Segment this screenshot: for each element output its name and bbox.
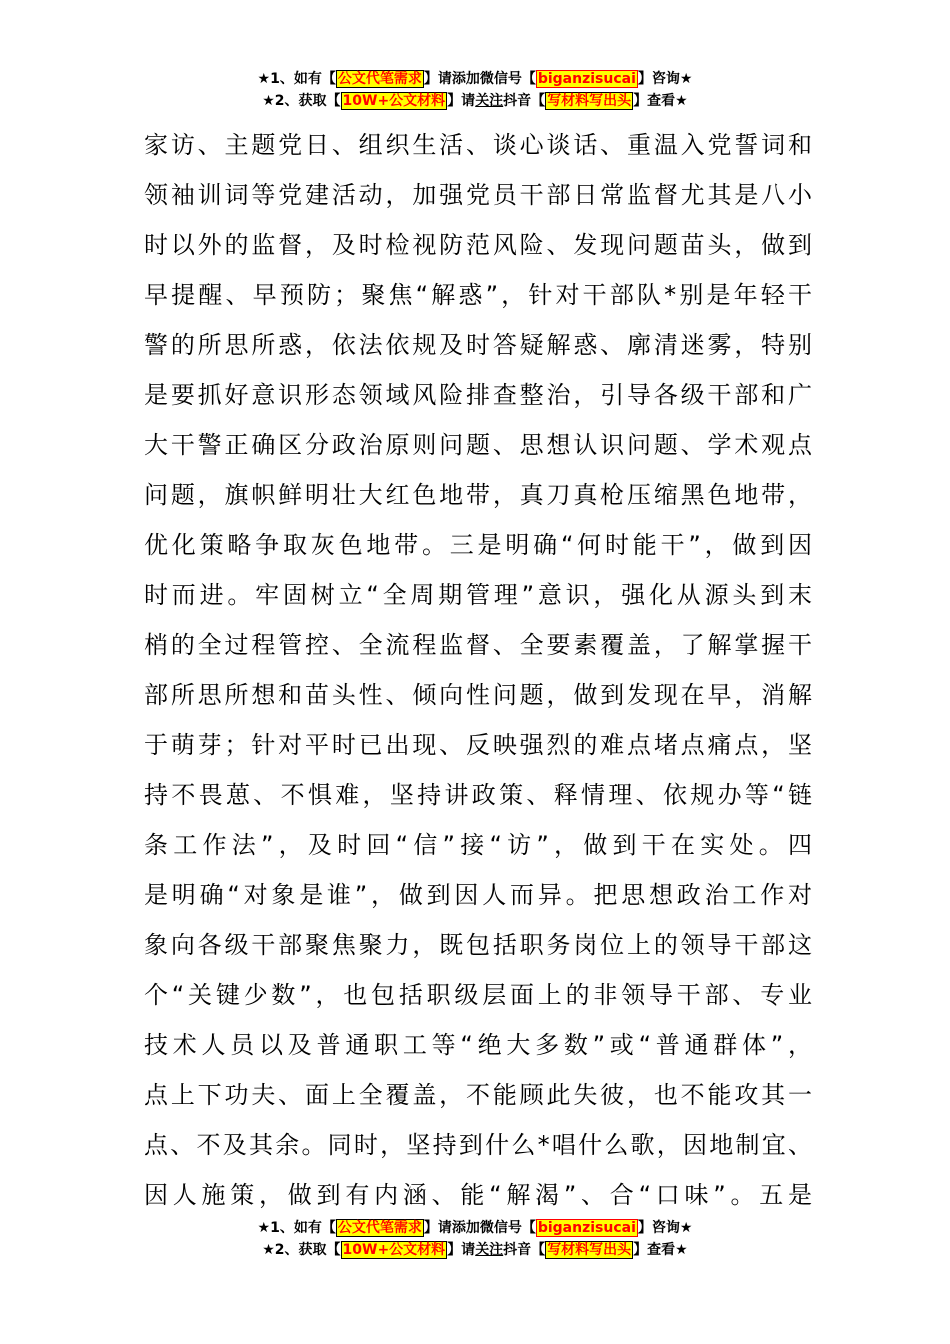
body-line: 点上下功夫、面上全覆盖，不能顾此失彼，也不能攻其一 [144, 1081, 812, 1109]
banner-line-1-mid-2: 微信号【 [479, 71, 536, 87]
footer-line-2-prefix: ★2、获取【 [262, 1242, 341, 1258]
body-line: 象向各级干部聚焦聚力，既包括职务岗位上的领导干部这 [144, 931, 812, 959]
banner-line-2-emphasis: 关注 [475, 93, 504, 109]
banner-line-2-mid-2: 抖音【 [503, 93, 546, 109]
body-line: 问题，旗帜鲜明壮大红色地带，真刀真枪压缩黑色地带， [144, 481, 812, 509]
banner-line-2 [0, 90, 950, 112]
banner-line-2-highlight-materials: 10W+公文材料 [342, 93, 446, 109]
footer-line-2-emphasis: 关注 [475, 1242, 504, 1258]
body-line: 于萌芽；针对平时已出现、反映强烈的难点堵点痛点，坚 [144, 731, 812, 759]
body-line: 持不畏葸、不惧难，坚持讲政策、释情理、依规办等“链 [144, 781, 812, 809]
body-line: 梢的全过程管控、全流程监督、全要素覆盖，了解掌握干 [144, 631, 812, 659]
body-line: 技术人员以及普通职工等“绝大多数”或“普通群体”， [144, 1031, 812, 1059]
document-body [144, 120, 812, 1220]
footer-line-2-mid: 】请 [447, 1242, 476, 1258]
banner-line-2-mid: 】请 [447, 93, 476, 109]
body-line: 优化策略争取灰色地带。三是明确“何时能干”，做到因 [144, 531, 812, 559]
footer-line-1-mid: 】请 [423, 1220, 452, 1236]
body-line: 警的所思所惑，依法依规及时答疑解惑、廓清迷雾，特别 [144, 331, 812, 359]
banner-line-1-highlight-wechat: biganzisucai [537, 71, 636, 87]
body-line: 早提醒、早预防；聚焦“解惑”，针对干部队*别是年轻干 [144, 281, 812, 309]
body-line: 因人施策，做到有内涵、能“解渴”、合“口味”。五是 [144, 1181, 812, 1209]
footer-banner [0, 1217, 950, 1261]
banner-line-1-prefix: ★1、如有【 [257, 71, 336, 87]
body-line: 大干警正确区分政治原则问题、思想认识问题、学术观点 [144, 431, 812, 459]
body-line: 部所思所想和苗头性、倾向性问题，做到发现在早，消解 [144, 681, 812, 709]
header-banner [0, 68, 950, 112]
banner-line-2-highlight-douyin: 写材料写出头 [547, 93, 632, 109]
body-line: 个“关键少数”，也包括职级层面上的非领导干部、专业 [144, 981, 812, 1009]
footer-line-2-highlight-materials: 10W+公文材料 [342, 1242, 446, 1258]
banner-line-2-suffix: 】查看★ [633, 93, 688, 109]
footer-line-2-highlight-douyin: 写材料写出头 [547, 1242, 632, 1258]
banner-line-1-highlight-service: 公文代笔需求 [337, 71, 422, 87]
footer-banner-line-2 [0, 1239, 950, 1261]
body-line: 家访、主题党日、组织生活、谈心谈话、重温入党誓词和 [144, 131, 812, 159]
banner-line-1-emphasis: 添加 [451, 71, 480, 87]
body-line: 是要抓好意识形态领域风险排查整治，引导各级干部和广 [144, 381, 812, 409]
body-line: 领袖训词等党建活动，加强党员干部日常监督尤其是八小 [144, 181, 812, 209]
body-line: 点、不及其余。同时，坚持到什么*唱什么歌，因地制宜、 [144, 1131, 812, 1159]
body-line: 时而进。牢固树立“全周期管理”意识，强化从源头到末 [144, 581, 812, 609]
footer-banner-line-1 [0, 1217, 950, 1239]
footer-line-1-highlight-wechat: biganzisucai [537, 1220, 636, 1236]
banner-line-2-prefix: ★2、获取【 [262, 93, 341, 109]
footer-line-2-suffix: 】查看★ [633, 1242, 688, 1258]
body-line: 是明确“对象是谁”，做到因人而异。把思想政治工作对 [144, 881, 812, 909]
footer-line-1-emphasis: 添加 [451, 1220, 480, 1236]
body-line: 条工作法”，及时回“信”接“访”，做到干在实处。四 [144, 831, 812, 859]
body-line: 时以外的监督，及时检视防范风险、发现问题苗头，做到 [144, 231, 812, 259]
banner-line-1-mid: 】请 [423, 71, 452, 87]
footer-line-1-prefix: ★1、如有【 [257, 1220, 336, 1236]
footer-line-2-mid-2: 抖音【 [503, 1242, 546, 1258]
banner-line-1 [0, 68, 950, 90]
footer-line-1-highlight-service: 公文代笔需求 [337, 1220, 422, 1236]
banner-line-1-suffix: 】咨询★ [637, 71, 693, 87]
footer-line-1-mid-2: 微信号【 [479, 1220, 536, 1236]
footer-line-1-suffix: 】咨询★ [637, 1220, 693, 1236]
